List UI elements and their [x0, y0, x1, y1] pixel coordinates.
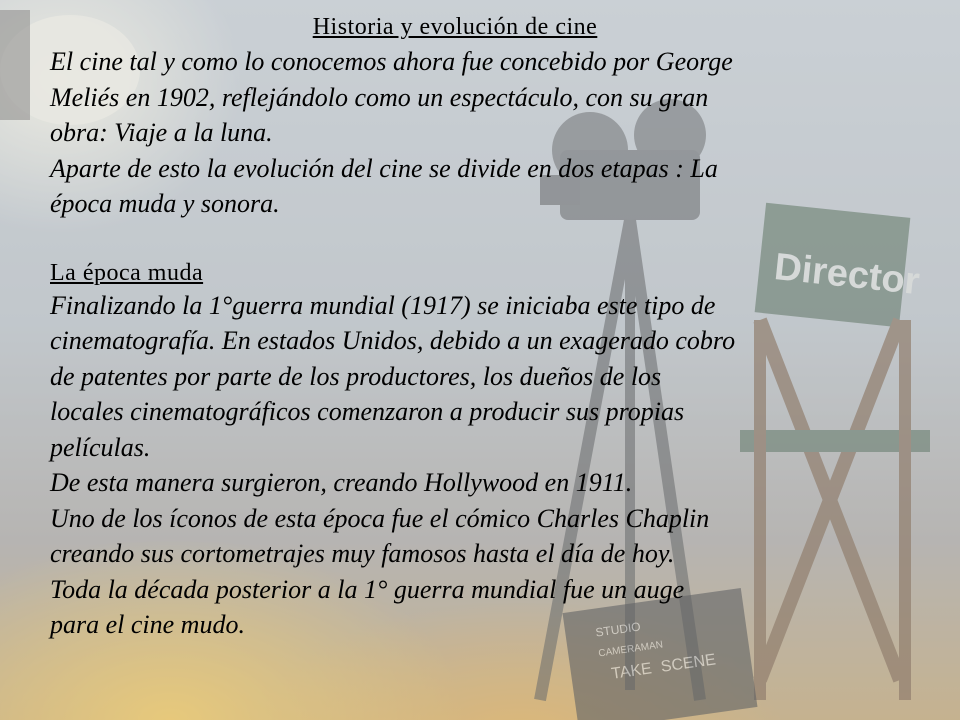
- body-line-8: creando sus cortometrajes muy famosos hasta el día de hoy.: [50, 539, 675, 568]
- intro-line-4: Aparte de esto la evolución del cine se divide en dos etapas : La: [50, 153, 718, 183]
- slide-content: [50, 12, 910, 643]
- clapper-label-studio: STUDIO: [594, 619, 642, 640]
- chair-sign-label: Director: [772, 246, 922, 304]
- section-heading: La época muda: [50, 259, 204, 286]
- clapper-label-scene: SCENE: [659, 651, 717, 676]
- body-line-1: Finalizando la 1°guerra mundial (1917) se iniciaba este tipo de: [50, 290, 716, 320]
- page-title: Historia y evolución de cine: [312, 14, 598, 40]
- intro-line-1: El cine tal y como lo conocemos ahora fue concebido por George: [50, 47, 733, 76]
- intro-line-3: obra: Viaje a la luna.: [50, 118, 273, 147]
- body-line-5: películas.: [50, 432, 151, 462]
- body-line-3: de patentes por parte de los productores, los dueños de los: [50, 361, 662, 391]
- body-line-2: cinematografía. En estados Unidos, debido a un exagerado cobro: [50, 326, 736, 355]
- body-line-9: Toda la década posterior a la 1° guerra mundial fue un auge: [50, 574, 685, 604]
- clapper-label-take: TAKE: [610, 660, 653, 683]
- body-line-6: De esta manera surgieron, creando Hollywood en 1911.: [50, 468, 633, 497]
- body-line-4: locales cinematográficos comenzaron a producir sus propias: [50, 397, 685, 426]
- body-line-7: Uno de los íconos de esta época fue el cómico Charles Chaplin: [50, 503, 710, 533]
- clapper-label-cameraman: CAMERAMAN: [597, 639, 664, 660]
- body-line-10: para el cine mudo.: [50, 610, 245, 639]
- intro-line-5: época muda y sonora.: [50, 189, 280, 218]
- intro-line-2: Meliés en 1902, reflejándolo como un espectáculo, con su gran: [50, 82, 709, 112]
